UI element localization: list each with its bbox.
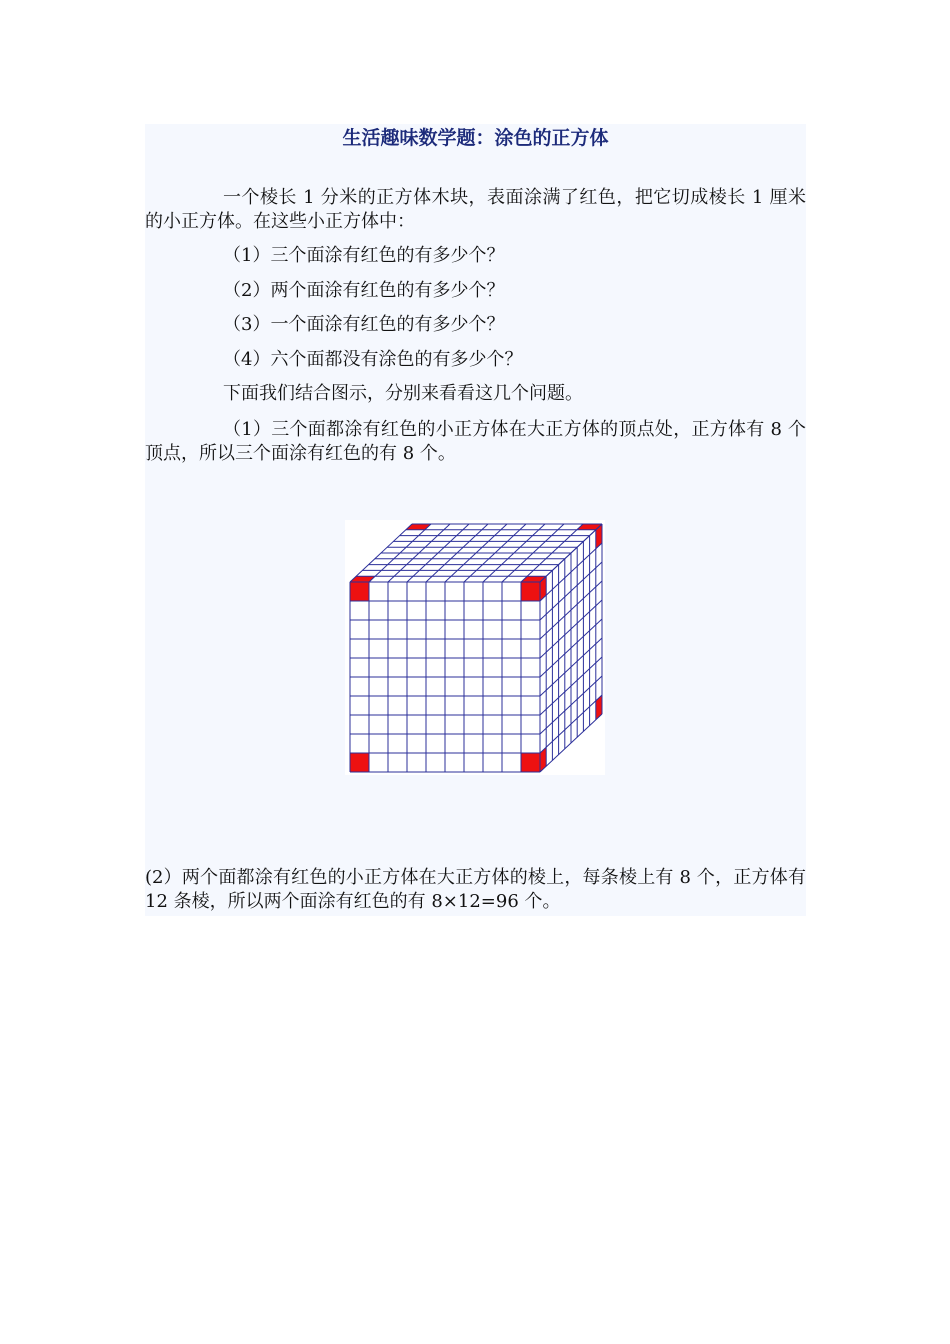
corner-cube-front-top-left [350, 582, 369, 601]
question-3: （3）一个面涂有红色的有多少个？ [223, 314, 505, 335]
intro-paragraph: 一个棱长 1 分米的正方体木块，表面涂满了红色，把它切成棱长 1 厘米的小正方体。在这些小正方体中： [145, 187, 806, 232]
page-title: 生活趣味数学题：涂色的正方体 [342, 127, 609, 149]
question-1: （1）三个面涂有红色的有多少个？ [223, 245, 505, 266]
corner-cube-front-bottom-right [521, 753, 540, 772]
answer-2-paragraph: (2）两个面都涂有红色的小正方体在大正方体的棱上，每条棱上有 8 个，正方体有 12 条棱，所以两个面涂有红色的有 8×12=96 个。 [145, 867, 806, 912]
cube-figure [345, 520, 605, 775]
article-panel [145, 124, 806, 916]
answer-1-paragraph: （1）三个面都涂有红色的小正方体在大正方体的顶点处，正方体有 8 个顶点，所以三个面涂有红色的有 8 个。 [145, 419, 806, 464]
corner-cube-front-top-right [521, 582, 540, 601]
question-4: （4）六个面都没有涂色的有多少个？ [223, 349, 523, 370]
corner-cube-front-bottom-left [350, 753, 369, 772]
transition-text: 下面我们结合图示，分别来看看这几个问题。 [223, 383, 583, 404]
cube-diagram [345, 520, 605, 775]
question-2: （2）两个面涂有红色的有多少个？ [223, 280, 505, 301]
